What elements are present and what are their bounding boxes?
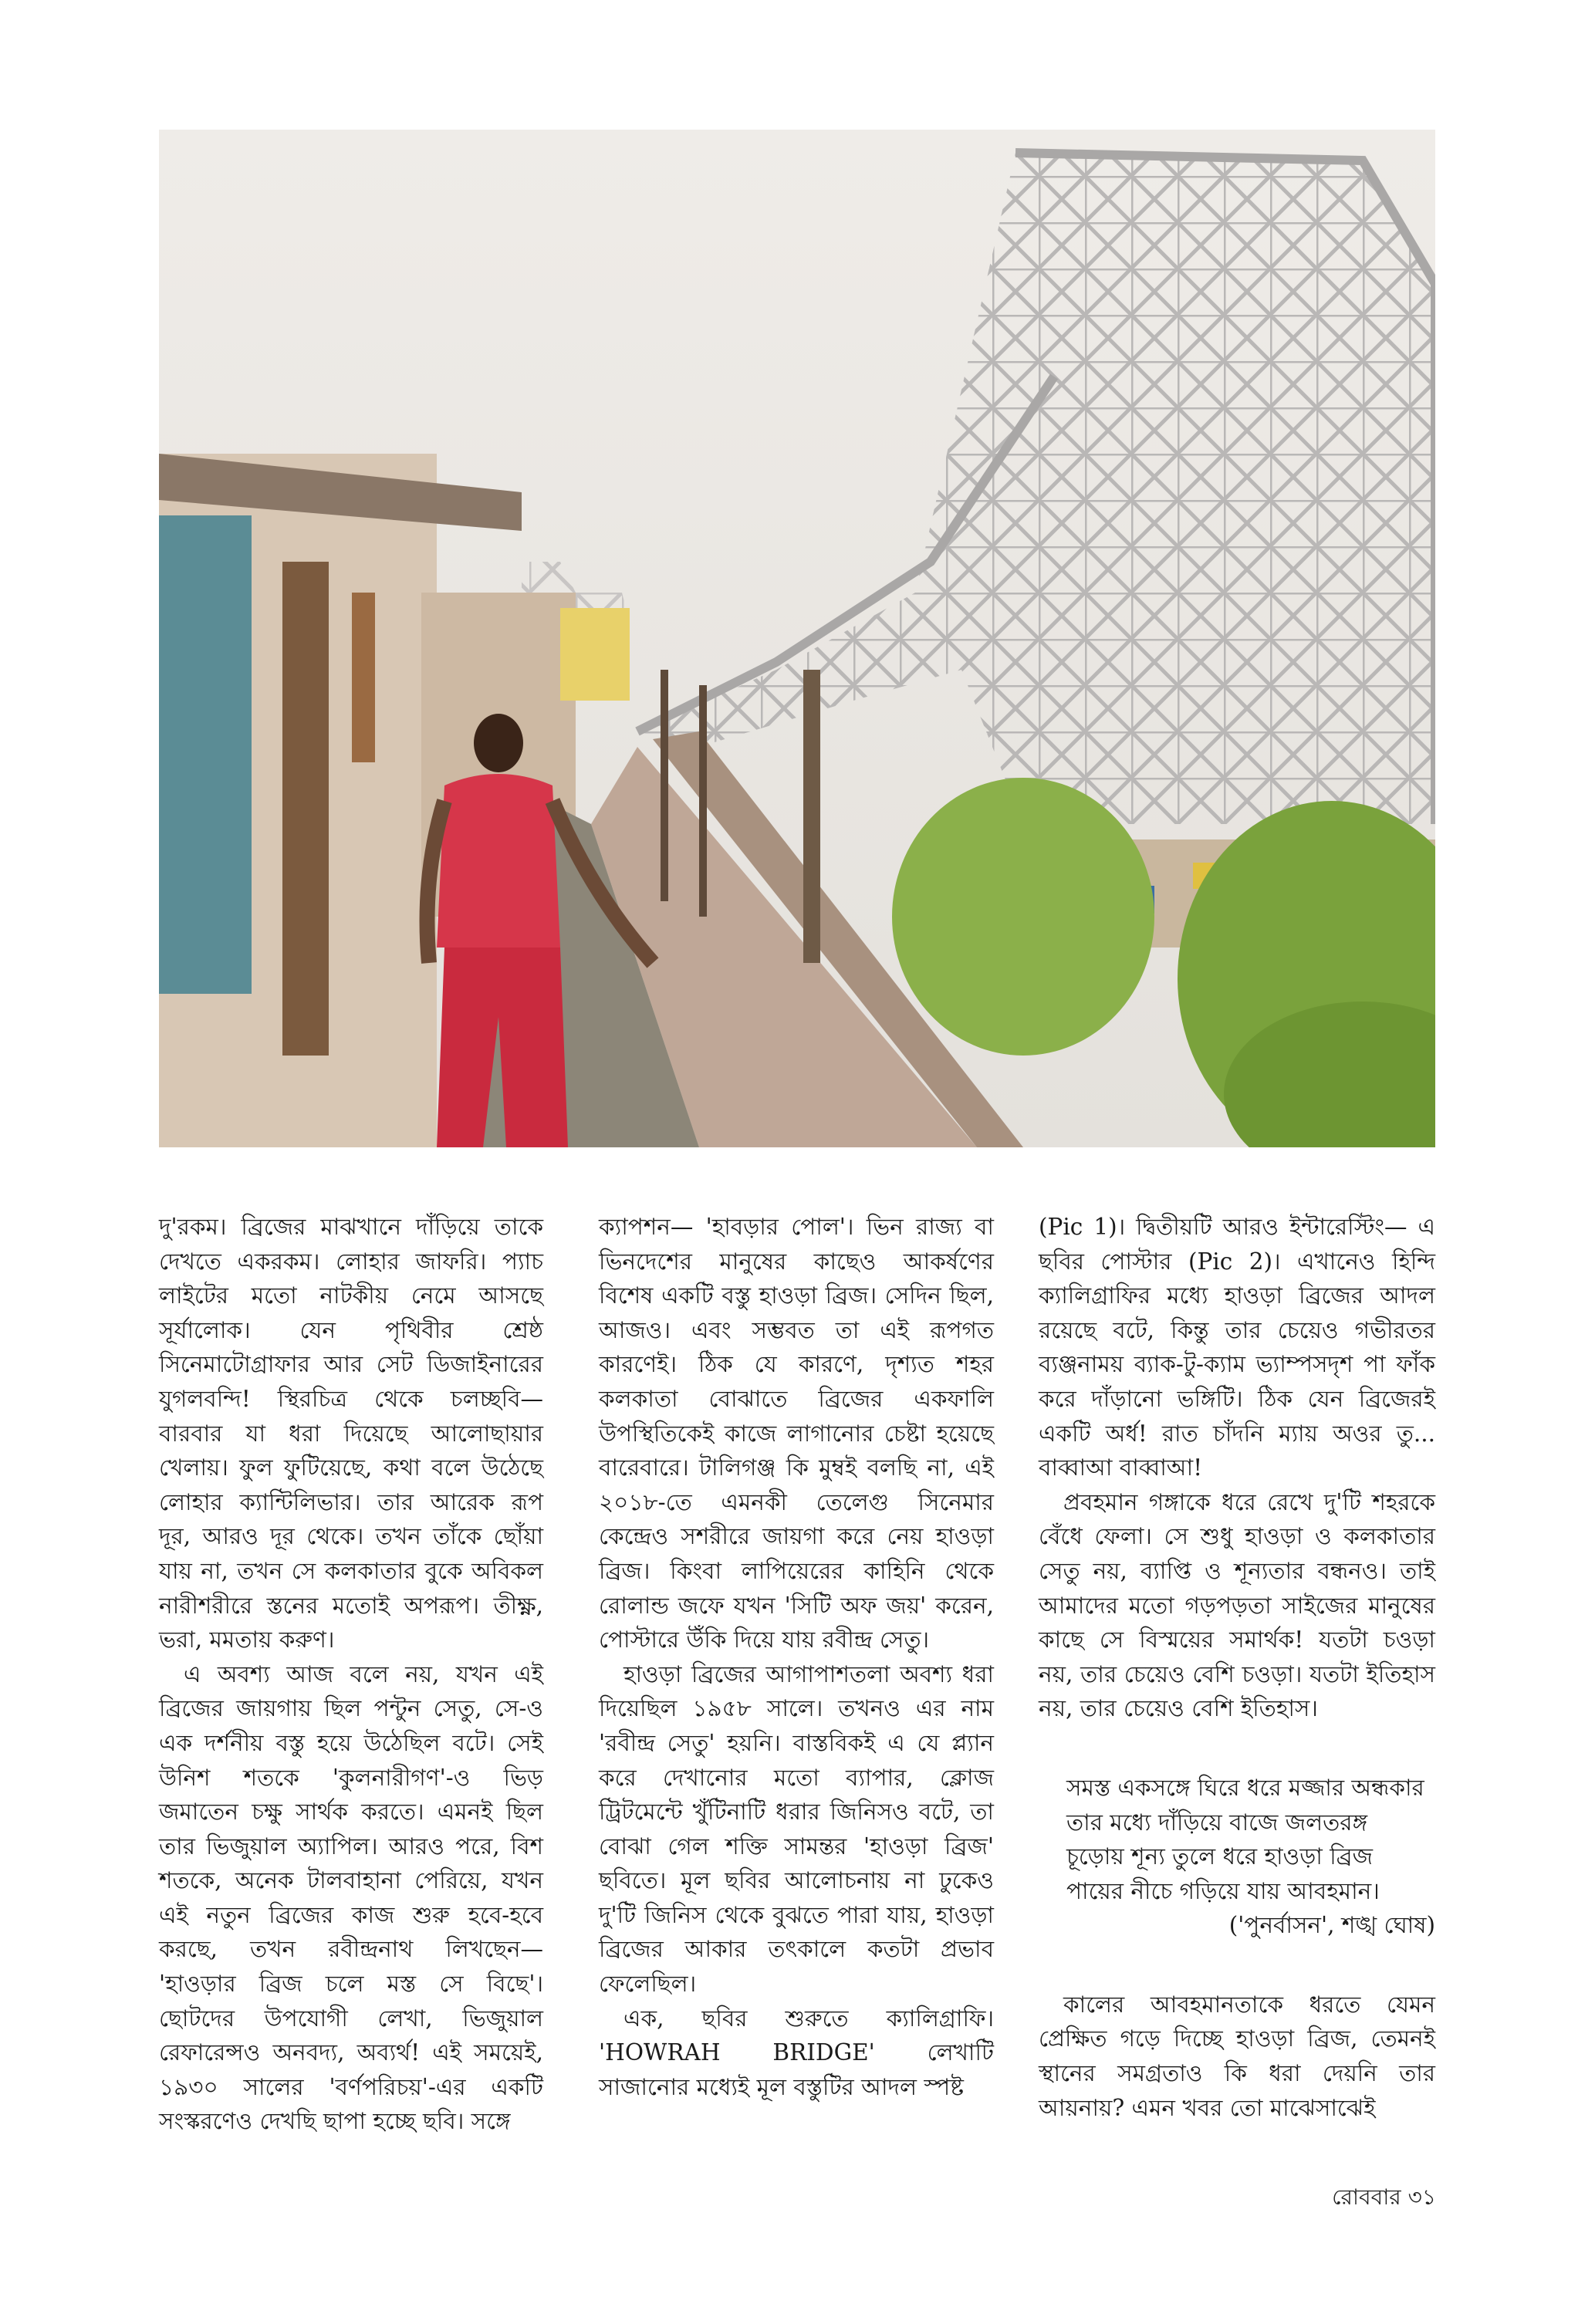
poem-credit: ('পুনর্বাসন', শঙ্খ ঘোষ) (1228, 1912, 1435, 1939)
page-footer: রোববার ৩১ (1332, 2184, 1436, 2210)
article-paragraph: কালের আবহমানতাকে ধরতে যেমন প্রেক্ষিত গড়ে দিচ্ছে হাওড়া ব্রিজ, তেমনই স্থানের সমগ্রতাও কি ধরা দেয়নি তার আয়নায়? এমন খবর তো মাঝেসাঝেই (1039, 1991, 1435, 2121)
article-paragraph: এ অবশ্য আজ বলে নয়, যখন এই ব্রিজের জায়গায় ছিল পন্টুন সেতু, সে-ও এক দর্শনীয় বস্তু হয়ে উঠেছিল বটে। সেই উনিশ শতকে 'কুলনারীগণ'-ও ভিড় জমাতেন চক্ষু সার্থক করতে। এমনই ছিল তার ভিজুয়াল অ্যাপিল। আরও পরে, বিশ শতকে, অনেক টালবাহানা পেরিয়ে, যখন এই নতুন ব্রিজের কাজ শুরু হবে-হবে করছে, তখন রবীন্দ্রনাথ লিখছেন— 'হাওড়ার ব্রিজ চলে মস্ত সে বিছে'। ছোটদের উপযোগী লেখা, ভিজুয়াল রেফারেন্সও অনবদ্য, অব্যর্থ! এই সময়েই, ১৯৩০ সালের 'বর্ণপরিচয়'-এর একটি সংস্করণেও দেখছি ছাপা হচ্ছে ছবি। সঙ্গে (159, 1660, 543, 2135)
article-column-2 (599, 1210, 994, 2104)
bridge-photo-illustration (159, 130, 1435, 1147)
poem-line: পায়ের নীচে গড়িয়ে যায় আবহমান। (1066, 1877, 1380, 1904)
poem-line: সমস্ত একসঙ্গে ঘিরে ধরে মজ্জার অন্ধকার (1066, 1774, 1424, 1801)
article-paragraph: প্রবহমান গঙ্গাকে ধরে রেখে দু'টি শহরকে বেঁধে ফেলা। সে শুধু হাওড়া ও কলকাতার সেতু নয়, ব্যাপ্তি ও শূন্যতার বন্ধনও। তাই আমাদের মতো গড়পড়তা সাইজের মানুষের কাছে সে বিস্ময়ের সমার্থক! যতটা চওড়া নয়, তার চেয়েও বেশি চওড়া। যতটা ইতিহাস নয়, তার চেয়েও বেশি ইতিহাস। (1039, 1488, 1435, 1722)
article-paragraph: ক্যাপশন— 'হাবড়ার পোল'। ভিন রাজ্য বা ভিনদেশের মানুষের কাছেও আকর্ষণের বিশেষ একটি বস্তু হাওড়া ব্রিজ। সেদিন ছিল, আজও। এবং সম্ভবত তা এই রূপগত কারণেই। ঠিক যে কারণে, দৃশ্যত শহর কলকাতা বোঝাতে ব্রিজের একফালি উপস্থিতিকেই কাজে লাগানোর চেষ্টা হয়েছে বারেবারে। টালিগঞ্জ কি মুম্বই বলছি না, এই ২০১৮-তে এমনকী তেলেগু সিনেমার কেন্দ্রেও সশরীরে জায়গা করে নেয় হাওড়া ব্রিজ। কিংবা লাপিয়েরের কাহিনি থেকে রোলান্ড জফে যখন 'সিটি অফ জয়' করেন, পোস্টারে উঁকি দিয়ে যায় রবীন্দ্র সেতু। (599, 1214, 994, 1653)
poem-line: তার মধ্যে দাঁড়িয়ে বাজে জলতরঙ্গ (1066, 1809, 1368, 1836)
poem-quote (1066, 1771, 1435, 1943)
article-paragraph: এক, ছবির শুরুতে ক্যালিগ্রাফি। 'HOWRAH BRIDGE' লেখাটি সাজানোর মধ্যেই মূল বস্তুটির আদল স্পষ্ট (599, 2005, 994, 2100)
article-column-3 (1039, 1210, 1435, 2125)
article-column-1 (159, 1210, 543, 2139)
article-paragraph: দু'রকম। ব্রিজের মাঝখানে দাঁড়িয়ে তাকে দেখতে একরকম। লোহার জাফরি। প্যাচ লাইটের মতো নাটকীয় নেমে আসছে সূর্যালোক। যেন পৃথিবীর শ্রেষ্ঠ সিনেমাটোগ্রাফার আর সেট ডিজাইনারের যুগলবন্দি! স্থিরচিত্র থেকে চলচ্ছবি— বারবার যা ধরা দিয়েছে আলোছায়ার খেলায়। ফুল ফুটিয়েছে, কথা বলে উঠেছে লোহার ক্যান্টিলিভার। তার আরেক রূপ দূর, আরও দূর থেকে। তখন তাঁকে ছোঁয়া যায় না, তখন সে কলকাতার বুকে অবিকল নারীশরীরে স্তনের মতোই অপরূপ। তীক্ষ্ণ, ভরা, মমতায় করুণ। (159, 1214, 543, 1653)
howrah-bridge-photo (159, 130, 1435, 1147)
article-paragraph: (Pic 1)। দ্বিতীয়টি আরও ইন্টারেস্টিং— এ ছবির পোস্টার (Pic 2)। এখানেও হিন্দি ক্যালিগ্রাফির মধ্যে হাওড়া ব্রিজের আদল রয়েছে বটে, কিন্তু তার চেয়েও গভীরতর ব্যঞ্জনাময় ব্যাক-টু-ক্যাম ভ্যাম্পসদৃশ পা ফাঁক করে দাঁড়ানো ভঙ্গিটি। ঠিক যেন ব্রিজেরই একটি অর্ধ! রাত চাঁদনি ম্যায় অওর তু... বাব্বাআ বাব্বাআ! (1039, 1214, 1435, 1481)
article-paragraph: হাওড়া ব্রিজের আগাপাশতলা অবশ্য ধরা দিয়েছিল ১৯৫৮ সালে। তখনও এর নাম 'রবীন্দ্র সেতু' হয়নি। বাস্তবিকই এ যে প্ল্যান করে দেখানোর মতো ব্যাপার, ক্লোজ ট্রিটমেন্টে খুঁটিনাটি ধরার জিনিসও বটে, তা বোঝা গেল শক্তি সামন্তর 'হাওড়া ব্রিজ' ছবিতে। মূল ছবির আলোচনায় না ঢুকেও দু'টি জিনিস থেকে বুঝতে পারা যায়, হাওড়া ব্রিজের আকার তৎকালে কতটা প্রভাব ফেলেছিল। (599, 1660, 994, 1998)
poem-line: চূড়োয় শূন্য তুলে ধরে হাওড়া ব্রিজ (1066, 1843, 1374, 1870)
